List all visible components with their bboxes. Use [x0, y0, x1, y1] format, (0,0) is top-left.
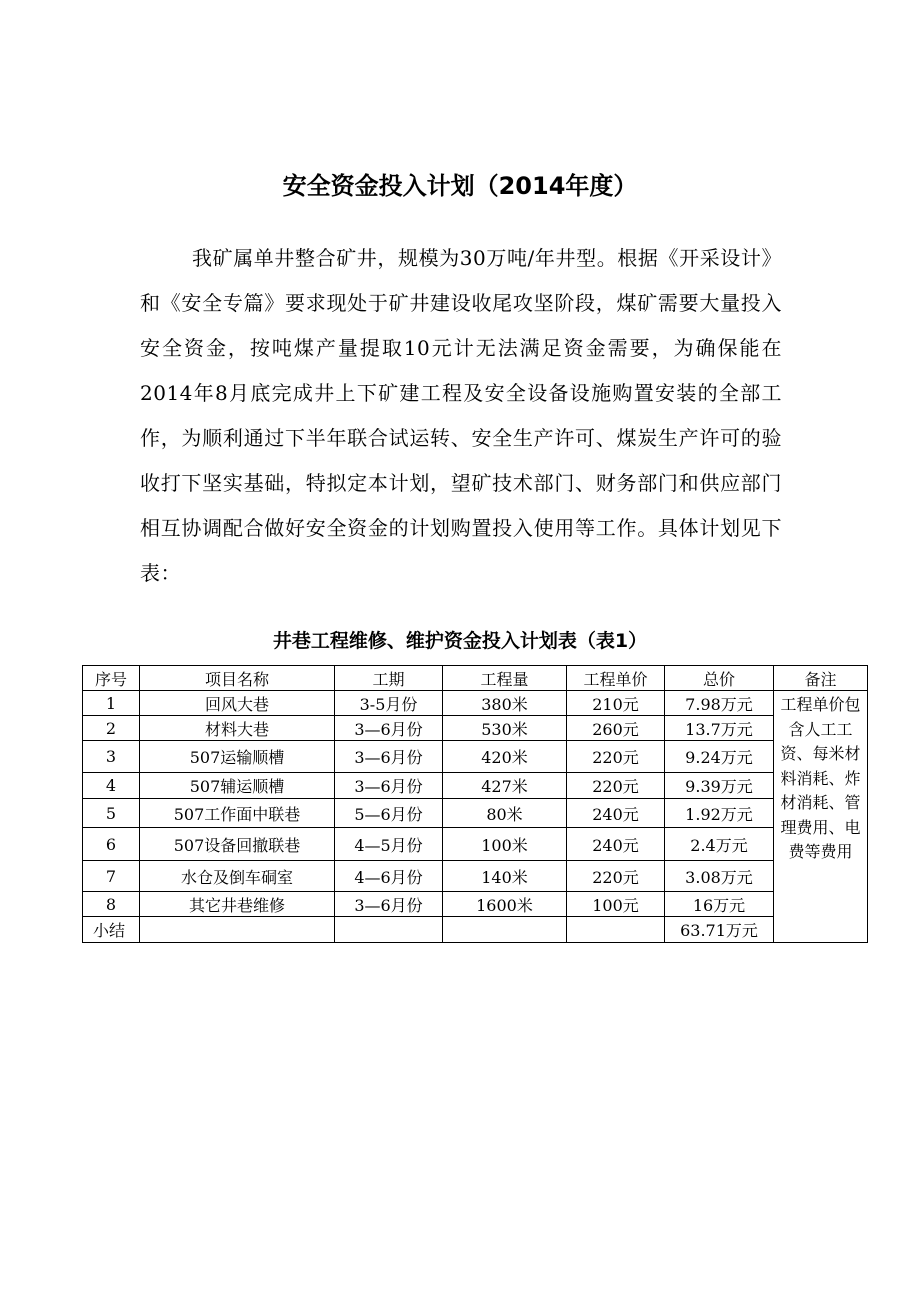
subtotal-empty-cell [443, 917, 567, 943]
row-total-price: 7.98万元 [665, 691, 774, 716]
row-unit-price: 240元 [567, 799, 665, 828]
table-row [83, 828, 868, 861]
row-unit-price: 220元 [567, 741, 665, 773]
row-index: 2 [83, 716, 140, 741]
row-unit-price: 240元 [567, 828, 665, 861]
header-index: 序号 [83, 666, 140, 691]
page-title: 安全资金投入计划（2014年度） [282, 172, 638, 200]
row-project-name: 507运输顺槽 [140, 741, 335, 773]
row-index: 3 [83, 741, 140, 773]
row-schedule: 3—6月份 [335, 716, 443, 741]
table-row [83, 799, 868, 828]
subtotal-empty-cell [335, 917, 443, 943]
table-row [83, 773, 868, 799]
row-index: 7 [83, 861, 140, 892]
row-quantity: 380米 [443, 691, 567, 716]
row-total-price: 2.4万元 [665, 828, 774, 861]
table-row [83, 861, 868, 892]
row-unit-price: 220元 [567, 861, 665, 892]
row-total-price: 16万元 [665, 892, 774, 917]
header-remarks: 备注 [774, 666, 868, 691]
table-row [83, 892, 868, 917]
row-index: 1 [83, 691, 140, 716]
subtotal-label: 小结 [83, 917, 140, 943]
row-schedule: 3—6月份 [335, 741, 443, 773]
row-index: 8 [83, 892, 140, 917]
row-quantity: 420米 [443, 741, 567, 773]
subtotal-row [83, 917, 868, 943]
table-row [83, 691, 868, 716]
row-project-name: 水仓及倒车硐室 [140, 861, 335, 892]
intro-paragraph: 我矿属单井整合矿井，规模为30万吨/年井型。根据《开采设计》和《安全专篇》要求现处于矿井建设收尾攻坚阶段，煤矿需要大量投入安全资金，按吨煤产量提取10元计无法满足资金需要，为确保能在2014年8月底完成井上下矿建工程及安全设备设施购置安装的全部工作，为顺利通过下半年联合试运转、安全生产许可、煤炭生产许可的验收打下坚实基础，特拟定本计划，望矿技术部门、财务部门和供应部门相互协调配合做好安全资金的计划购置投入使用等工作。具体计划见下表： [140, 246, 782, 585]
table-row [83, 741, 868, 773]
subtotal-total: 63.71万元 [665, 917, 774, 943]
row-unit-price: 100元 [567, 892, 665, 917]
row-total-price: 13.7万元 [665, 716, 774, 741]
row-unit-price: 220元 [567, 773, 665, 799]
row-schedule: 3-5月份 [335, 691, 443, 716]
table-title: 井巷工程维修、维护资金投入计划表（表1） [272, 630, 648, 652]
row-index: 5 [83, 799, 140, 828]
row-project-name: 回风大巷 [140, 691, 335, 716]
row-project-name: 材料大巷 [140, 716, 335, 741]
row-quantity: 100米 [443, 828, 567, 861]
header-unit-price: 工程单价 [567, 666, 665, 691]
row-project-name: 507设备回撤联巷 [140, 828, 335, 861]
remarks-note: 工程单价包含人工工资、每米材料消耗、炸材消耗、管理费用、电费等费用 [774, 691, 868, 943]
row-index: 4 [83, 773, 140, 799]
row-project-name: 507工作面中联巷 [140, 799, 335, 828]
row-schedule: 4—5月份 [335, 828, 443, 861]
row-quantity: 1600米 [443, 892, 567, 917]
row-total-price: 9.39万元 [665, 773, 774, 799]
header-schedule: 工期 [335, 666, 443, 691]
row-schedule: 4—6月份 [335, 861, 443, 892]
row-index: 6 [83, 828, 140, 861]
header-project-name: 项目名称 [140, 666, 335, 691]
row-total-price: 3.08万元 [665, 861, 774, 892]
row-quantity: 530米 [443, 716, 567, 741]
row-schedule: 5—6月份 [335, 799, 443, 828]
row-project-name: 507辅运顺槽 [140, 773, 335, 799]
funding-plan-table [82, 665, 868, 943]
subtotal-empty-cell [140, 917, 335, 943]
header-total-price: 总价 [665, 666, 774, 691]
row-unit-price: 260元 [567, 716, 665, 741]
subtotal-empty-cell [567, 917, 665, 943]
row-unit-price: 210元 [567, 691, 665, 716]
row-total-price: 1.92万元 [665, 799, 774, 828]
row-quantity: 140米 [443, 861, 567, 892]
row-project-name: 其它井巷维修 [140, 892, 335, 917]
row-schedule: 3—6月份 [335, 892, 443, 917]
table-header-row [83, 666, 868, 691]
row-schedule: 3—6月份 [335, 773, 443, 799]
row-total-price: 9.24万元 [665, 741, 774, 773]
row-quantity: 427米 [443, 773, 567, 799]
row-quantity: 80米 [443, 799, 567, 828]
table-row [83, 716, 868, 741]
header-quantity: 工程量 [443, 666, 567, 691]
